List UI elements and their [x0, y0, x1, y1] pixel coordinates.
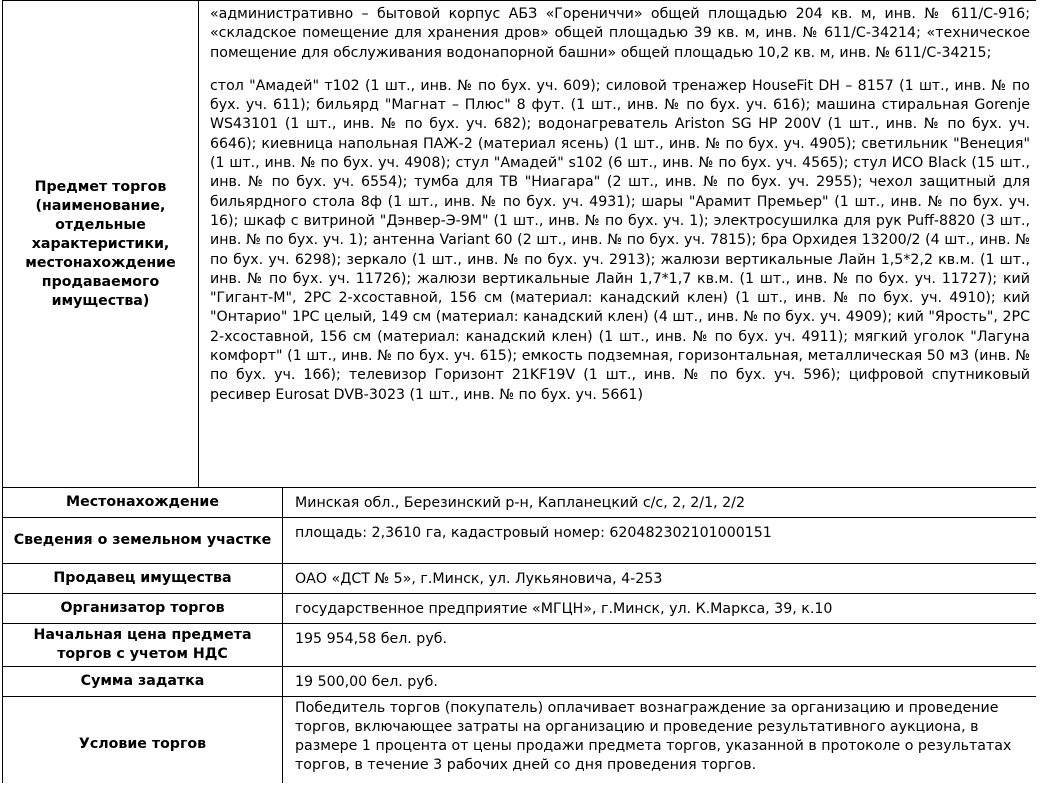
subject-label: Предмет торгов (наименование, отдельные характеристики, местонахождение продаваемого имущества) — [3, 1, 199, 488]
table-row-location — [3, 488, 1037, 518]
table-row-start-price — [3, 624, 1037, 667]
seller-value: ОАО «ДСТ № 5», г.Минск, ул. Лукьяновича, 4-253 — [283, 564, 1037, 594]
land-label: Сведения о земельном участке — [3, 518, 283, 564]
deposit-label: Сумма задатка — [3, 667, 283, 697]
subject-real-estate-text: «административно – бытовой корпус АБЗ «Горениччи» общей площадью 204 кв. м, инв. № 611/С-916; «складское помещение для хранения дров» общей площадью 39 кв. м, инв. № 611/С-34214; «техническое помещение для обслуживания водонапорной башни» общей площадью 10,2 кв. м, инв. № 611/С-34215; — [210, 6, 1030, 61]
table-row-deposit — [3, 667, 1037, 697]
auction-lot-document — [2, 0, 1036, 783]
seller-label: Продавец имущества — [3, 564, 283, 594]
organizer-value: государственное предприятие «МГЦН», г.Минск, ул. К.Маркса, 39, к.10 — [283, 594, 1037, 624]
subject-value — [199, 1, 1037, 488]
organizer-label: Организатор торгов — [3, 594, 283, 624]
lot-details-table — [2, 0, 1036, 783]
deposit-value: 19 500,00 бел. руб. — [283, 667, 1037, 697]
subject-movable-property-text: стол "Амадей" т102 (1 шт., инв. № по бух. уч. 609); силовой тренажер HouseFit DH – 8157 (1 шт., инв. № по бух. уч. 611); бильярд "Магнат – Плюс" 8 фут. (1 шт., инв. № по бух. уч. 616); машина стиральная Gorenje WS43101 (1 шт., инв. № по бух. уч. 682); водонагреватель Ariston SG HP 200V (1 шт., инв. № по бух. уч. 6646); киевница напольная ПАЖ-2 (материал ясень) (1 шт., инв. № по бух. уч. 4905); светильник "Венеция" (1 шт., инв. № по бух. уч. 4908); стул "Амадей" s102 (6 шт., инв. № по бух. уч. 4565); стул ИСО Black (15 шт., инв. № по бух. уч. 6554); тумба для ТВ "Ниагара" (2 шт., инв. № по бух. уч. 2955); чехол защитный для бильярдного стола 8ф (1 шт., инв. № по бух. уч. 4931); шары "Арамит Премьер" (1 шт., инв. № по бух. уч. 16); шкаф с витриной "Дэнвер-Э-9М" (1 шт., инв. № по бух. уч. 1); электросушилка для рук Puff-8820 (3 шт., инв. № по бух. уч. 1); антенна Variant 60 (2 шт., инв. № по бух. уч. 7815); бра Орхидея 13200/2 (4 шт., инв. № по бух. уч. 6298); зеркало (1 шт., инв. № по бух. уч. 2913); жалюзи вертикальные Лайн 1,5*2,2 кв.м. (1 шт., инв. № по бух. уч. 11726); жалюзи вертикальные Лайн 1,7*1,7 кв.м. (1 шт., инв. № по бух. уч. 11727); кий "Гигант-М", 2РС 2-хсоставной, 156 см (материал: канадский клен) (1 шт., инв. № по бух. уч. 4910); кий "Онтарио" 1РС целый, 149 см (материал: канадский клен) (4 шт., инв. № по бух. уч. 4909); кий "Ярость", 2РС 2-хсоставной, 156 см (материал: канадский клен) (1 шт., инв. № по бух. уч. 4911); мягкий уголок "Лагуна комфорт" (1 шт., инв. № по бух. уч. 615); емкость подземная, горизонтальная, металлическая 50 м3 (инв. № по бух. уч. 166); телевизор Горизонт 21KF19V (1 шт., инв. № по бух. уч. 596); цифровой спутниковый ресивер Eurosat DVB-3023 (1 шт., инв. № по бух. уч. 5661) — [210, 77, 1030, 403]
table-row-conditions — [3, 697, 1037, 784]
land-value: площадь: 2,3610 га, кадастровый номер: 620482302101000151 — [283, 518, 1037, 564]
start-price-label: Начальная цена предмета торгов с учетом НДС — [3, 624, 283, 667]
table-row-organizer — [3, 594, 1037, 624]
table-row-subject — [3, 1, 1037, 488]
conditions-label: Условие торгов — [3, 697, 283, 784]
conditions-value: Победитель торгов (покупатель) оплачивает вознаграждение за организацию и проведение торгов, включающее затраты на организацию и проведение результативного аукциона, в размере 1 процента от цены продажи предмета торгов, указанной в протоколе о результатах торгов, в течение 3 рабочих дней со дня проведения торгов. — [283, 697, 1037, 784]
start-price-value: 195 954,58 бел. руб. — [283, 624, 1037, 667]
location-label: Местонахождение — [3, 488, 283, 518]
table-row-seller — [3, 564, 1037, 594]
table-row-land — [3, 518, 1037, 564]
location-value: Минская обл., Березинский р-н, Капланецкий с/с, 2, 2/1, 2/2 — [283, 488, 1037, 518]
